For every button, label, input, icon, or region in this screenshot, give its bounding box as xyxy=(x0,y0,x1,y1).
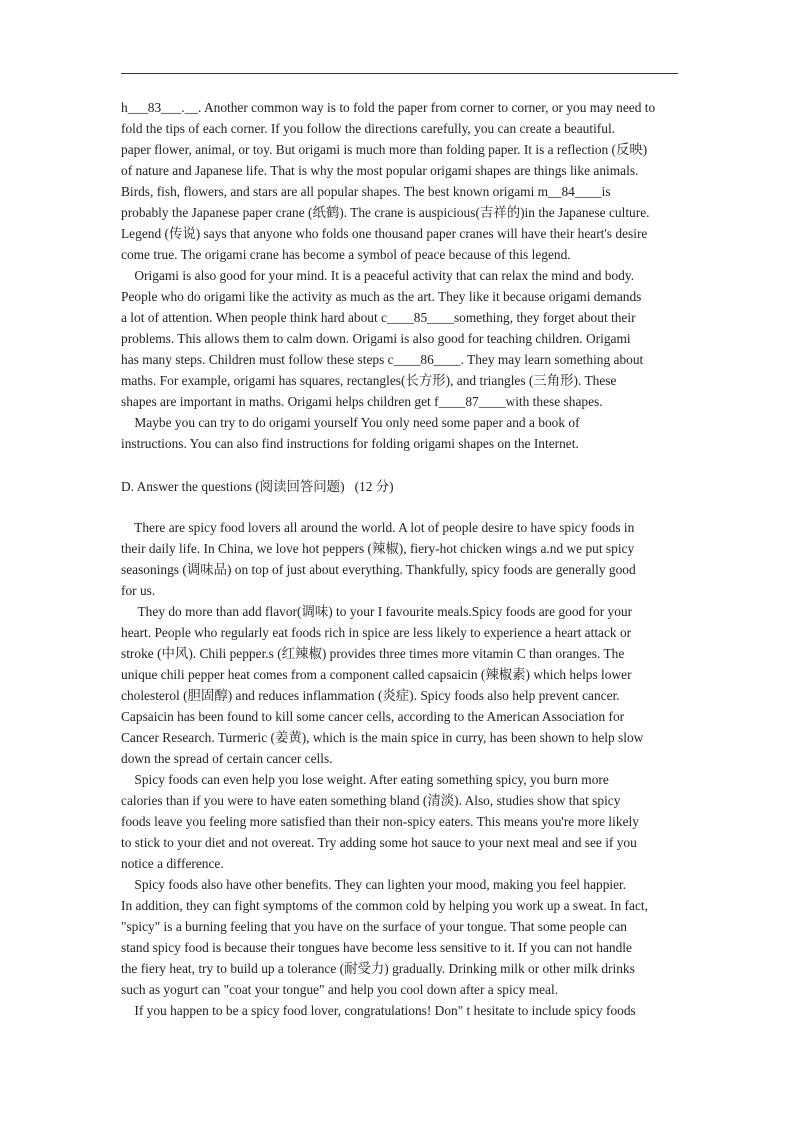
passage-line: Spicy foods also have other benefits. They can lighten your mood, making you feel happier. xyxy=(121,877,627,892)
passage-line: Legend (传说) says that anyone who folds one thousand paper cranes will have their heart's desire xyxy=(121,226,648,241)
passage-line: unique chili pepper heat comes from a component called capsaicin (辣椒素) which helps lower xyxy=(121,667,632,682)
passage-line: Maybe you can try to do origami yourself You only need some paper and a book of xyxy=(121,415,580,430)
passage-line: probably the Japanese paper crane (纸鹤). The crane is auspicious(吉祥的)in the Japanese culture. xyxy=(121,205,650,220)
passage-c xyxy=(121,97,681,454)
passage-line: a lot of attention. When people think hard about c____85____something, they forget about their xyxy=(121,310,636,325)
section-d-heading: D. Answer the questions (阅读回答问题) (12 分) xyxy=(121,479,394,494)
passage-line: If you happen to be a spicy food lover, congratulations! Don" t hesitate to include spicy foods xyxy=(121,1003,636,1018)
passage-line: instructions. You can also find instructions for folding origami shapes on the Internet. xyxy=(121,436,579,451)
passage-line: Spicy foods can even help you lose weight. After eating something spicy, you burn more xyxy=(121,772,609,787)
passage-line: seasonings (调味品) on top of just about everything. Thankfully, spicy foods are generally good xyxy=(121,562,636,577)
passage-line: foods leave you feeling more satisfied than their non-spicy eaters. This means you're more likely xyxy=(121,814,639,829)
passage-line: come true. The origami crane has become a symbol of peace because of this legend. xyxy=(121,247,571,262)
passage-line: Cancer Research. Turmeric (姜黄), which is the main spice in curry, has been shown to help slow xyxy=(121,730,644,745)
passage-line: maths. For example, origami has squares, rectangles(长方形), and triangles (三角形). These xyxy=(121,373,617,388)
passage-line: They do more than add flavor(调味) to your I favourite meals.Spicy foods are good for your xyxy=(121,604,633,619)
passage-line: cholesterol (胆固醇) and reduces inflammation (炎症). Spicy foods also help prevent cancer. xyxy=(121,688,620,703)
passage-line: calories than if you were to have eaten something bland (清淡). Also, studies show that spicy xyxy=(121,793,621,808)
passage-line: for us. xyxy=(121,583,156,598)
passage-line: Capsaicin has been found to kill some cancer cells, according to the American Association for xyxy=(121,709,625,724)
passage-line: In addition, they can fight symptoms of the common cold by helping you work up a sweat. In fact, xyxy=(121,898,648,913)
passage-line: to stick to your diet and not overeat. Try adding some hot sauce to your next meal and see if you xyxy=(121,835,637,850)
passage-line: fold the tips of each corner. If you follow the directions carefully, you can create a beautiful. xyxy=(121,121,616,136)
passage-line: Origami is also good for your mind. It is a peaceful activity that can relax the mind and body. xyxy=(121,268,635,283)
passage-line: "spicy" is a burning feeling that you have on the surface of your tongue. That some people can xyxy=(121,919,627,934)
passage-line: the fiery heat, try to build up a tolerance (耐受力) gradually. Drinking milk or other milk drinks xyxy=(121,961,635,976)
passage-line: stroke (中风). Chili pepper.s (红辣椒) provides three times more vitamin C than oranges. The xyxy=(121,646,625,661)
passage-d xyxy=(121,517,681,1021)
passage-line: There are spicy food lovers all around the world. A lot of people desire to have spicy foods in xyxy=(121,520,635,535)
passage-line: their daily life. In China, we love hot peppers (辣椒), fiery-hot chicken wings a.nd we put spicy xyxy=(121,541,635,556)
passage-line: down the spread of certain cancer cells. xyxy=(121,751,333,766)
passage-line: has many steps. Children must follow these steps c____86____. They may learn something about xyxy=(121,352,644,367)
passage-line: h___83___.__. Another common way is to fold the paper from corner to corner, or you may need to xyxy=(121,100,656,115)
passage-line: such as yogurt can "coat your tongue" and help you cool down after a spicy meal. xyxy=(121,982,559,997)
passage-line: heart. People who regularly eat foods rich in spice are less likely to experience a heart attack or xyxy=(121,625,632,640)
passage-line: problems. This allows them to calm down. Origami is also good for teaching children. Origami xyxy=(121,331,631,346)
passage-line: Birds, fish, flowers, and stars are all popular shapes. The best known origami m__84____is xyxy=(121,184,611,199)
passage-line: People who do origami like the activity as much as the art. They like it because origami demands xyxy=(121,289,642,304)
passage-line: stand spicy food is because their tongues have become less sensitive to it. If you can not handle xyxy=(121,940,632,955)
passage-line: paper flower, animal, or toy. But origami is much more than folding paper. It is a reflection (反映) xyxy=(121,142,648,157)
passage-line: notice a difference. xyxy=(121,856,224,871)
header-rule xyxy=(121,73,678,74)
passage-line: of nature and Japanese life. That is why the most popular origami shapes are things like animals. xyxy=(121,163,639,178)
passage-line: shapes are important in maths. Origami helps children get f____87____with these shapes. xyxy=(121,394,603,409)
